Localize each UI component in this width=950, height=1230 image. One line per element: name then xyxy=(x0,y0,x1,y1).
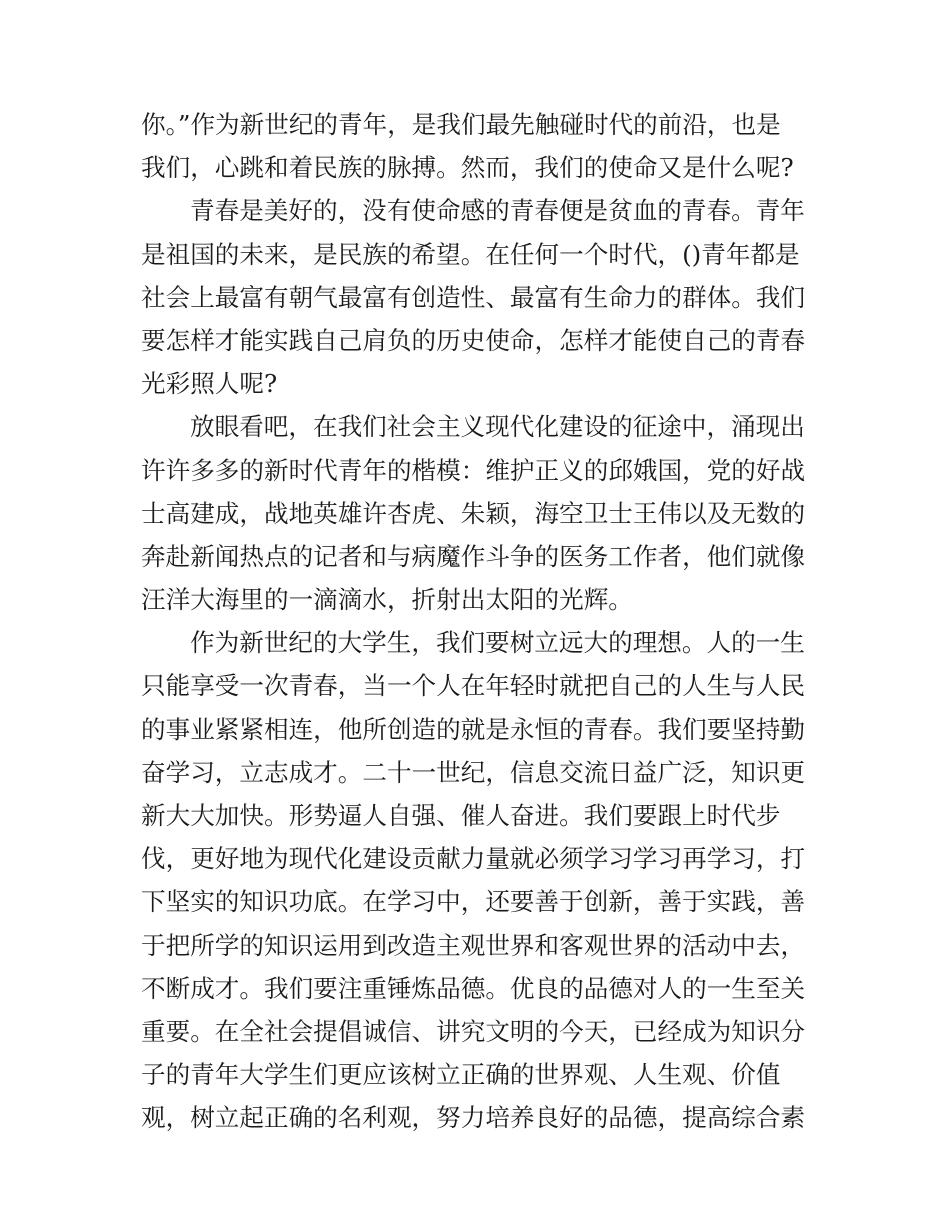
paragraph-start-line: 青春是美好的，没有使命感的青春便是贫血的青春。青年 xyxy=(190,196,805,226)
text-line: 奋学习，立志成才。二十一世纪，信息交流日益广泛，知识更 xyxy=(141,757,806,787)
text-line: 只能享受一次青春，当一个人在年轻时就把自己的人生与人民 xyxy=(141,671,806,701)
text-line: 许许多多的新时代青年的楷模：维护正义的邱娥国，党的好战 xyxy=(141,455,806,485)
text-line: 你。”作为新世纪的青年，是我们最先触碰时代的前沿，也是 xyxy=(141,110,781,139)
text-line: 下坚实的知识功底。在学习中，还要善于创新，善于实践，善 xyxy=(141,887,806,917)
text-line: 我们，心跳和着民族的脉搏。然而，我们的使命又是什么呢? xyxy=(141,153,794,183)
text-line: 社会上最富有朝气最富有创造性、最富有生命力的群体。我们 xyxy=(141,282,806,312)
text-line: 新大大加快。形势逼人自强、催人奋进。我们要跟上时代步 xyxy=(141,801,781,830)
paragraph-start-line: 作为新世纪的大学生，我们要树立远大的理想。人的一生 xyxy=(190,628,805,658)
text-line: 是祖国的未来，是民族的希望。在任何一个时代，()青年都是 xyxy=(141,239,800,269)
text-line: 的事业紧紧相连，他所创造的就是永恒的青春。我们要坚持勤 xyxy=(141,714,806,744)
text-line: 子的青年大学生们更应该树立正确的世界观、人生观、价值 xyxy=(141,1060,781,1090)
text-line: 观，树立起正确的名利观，努力培养良好的品德，提高综合素 xyxy=(141,1103,806,1133)
text-line: 于把所学的知识运用到改造主观世界和客观世界的活动中去， xyxy=(141,930,806,960)
text-line: 要怎样才能实践自己肩负的历史使命，怎样才能使自己的青春 xyxy=(141,325,806,355)
text-line: 士高建成，战地英雄许杏虎、朱颖，海空卫士王伟以及无数的 xyxy=(141,498,806,528)
text-line: 奔赴新闻热点的记者和与病魔作斗争的医务工作者，他们就像 xyxy=(141,541,806,571)
document-body xyxy=(141,103,813,1140)
text-line: 不断成才。我们要注重锤炼品德。优良的品德对人的一生至关 xyxy=(141,973,806,1003)
text-line: 重要。在全社会提倡诚信、讲究文明的今天，已经成为知识分 xyxy=(141,1016,806,1046)
text-line: 伐，更好地为现代化建设贡献力量就必须学习学习再学习，打 xyxy=(141,844,806,874)
paragraph-start-line: 放眼看吧，在我们社会主义现代化建设的征途中，涌现出 xyxy=(190,412,805,442)
text-line: 光彩照人呢? xyxy=(141,369,278,399)
text-line: 汪洋大海里的一滴滴水，折射出太阳的光辉。 xyxy=(141,585,633,615)
